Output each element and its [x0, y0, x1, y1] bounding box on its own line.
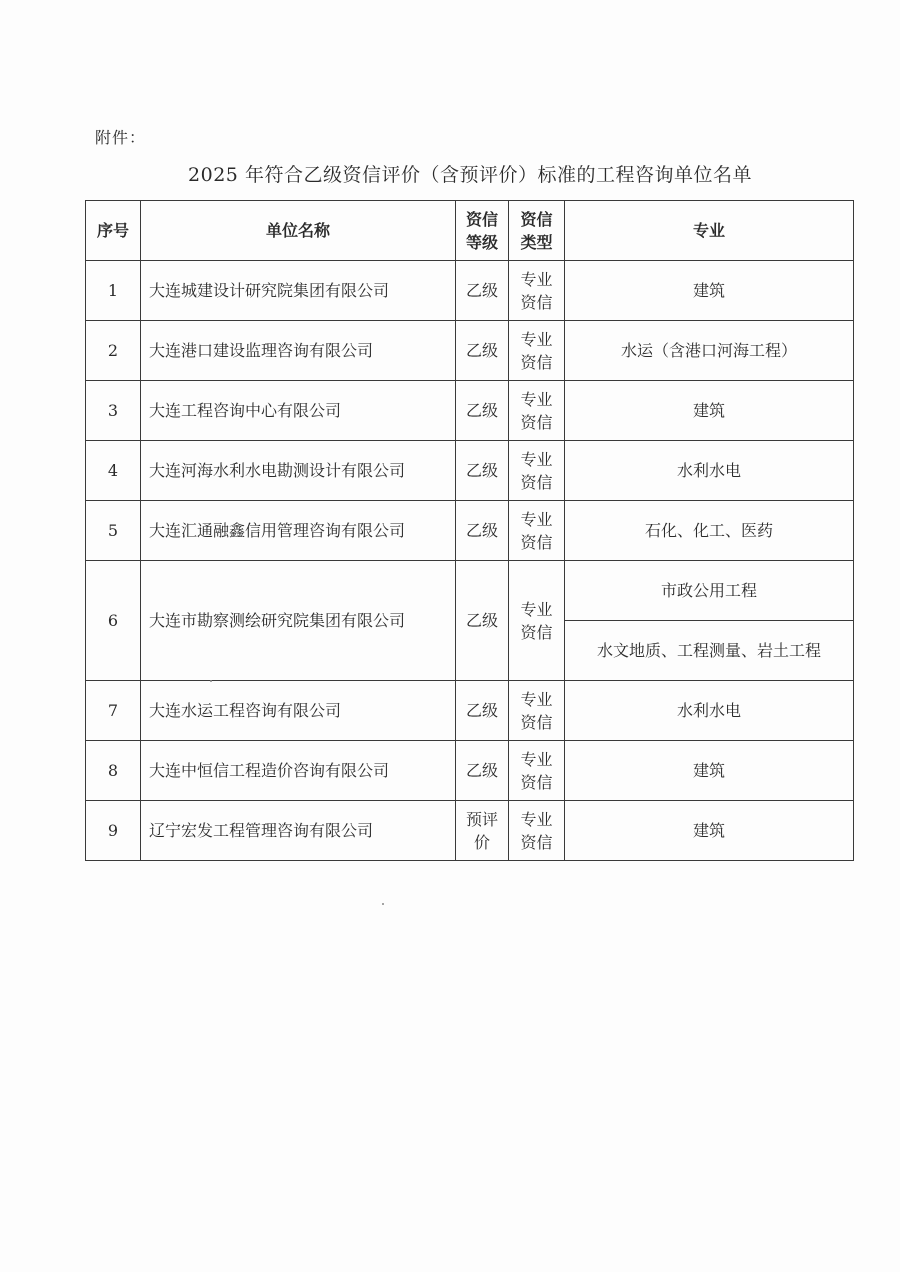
- cell-type: 专业资信: [509, 261, 565, 321]
- header-type: 资信类型: [509, 201, 565, 261]
- table-row: [86, 561, 854, 621]
- cell-grade: 乙级: [456, 321, 509, 381]
- table-row: [86, 321, 854, 381]
- cell-seq: 5: [86, 501, 141, 561]
- cell-seq: 7: [86, 681, 141, 741]
- cell-type: 专业资信: [509, 561, 565, 681]
- header-specialty: 专业: [565, 201, 854, 261]
- header-name: 单位名称: [141, 201, 456, 261]
- cell-type: 专业资信: [509, 681, 565, 741]
- scan-speck: [382, 903, 384, 905]
- cell-grade: 乙级: [456, 681, 509, 741]
- table-row: [86, 681, 854, 741]
- cell-type: 专业资信: [509, 741, 565, 801]
- cell-grade: 乙级: [456, 441, 509, 501]
- cell-unit-name: 大连市勘察测绘研究院集团有限公司: [141, 561, 456, 681]
- cell-unit-name: 大连汇通融鑫信用管理咨询有限公司: [141, 501, 456, 561]
- cell-specialty: 建筑: [565, 381, 854, 441]
- cell-seq: 9: [86, 801, 141, 861]
- qualified-units-table: [85, 200, 854, 861]
- cell-grade: 乙级: [456, 501, 509, 561]
- header-seq: 序号: [86, 201, 141, 261]
- cell-type: 专业资信: [509, 501, 565, 561]
- header-grade: 资信等级: [456, 201, 509, 261]
- cell-unit-name: 大连港口建设监理咨询有限公司: [141, 321, 456, 381]
- attachment-label: 附件：: [95, 128, 147, 147]
- cell-type: 专业资信: [509, 801, 565, 861]
- cell-unit-name: 大连城建设计研究院集团有限公司: [141, 261, 456, 321]
- cell-grade: 乙级: [456, 741, 509, 801]
- table-row: [86, 741, 854, 801]
- table-row: [86, 501, 854, 561]
- cell-seq: 1: [86, 261, 141, 321]
- cell-seq: 2: [86, 321, 141, 381]
- cell-specialty: 建筑: [565, 801, 854, 861]
- document-title: 2025 年符合乙级资信评价（含预评价）标准的工程咨询单位名单: [188, 164, 752, 186]
- scan-speck: [210, 680, 212, 682]
- cell-specialty: 市政公用工程: [565, 561, 854, 621]
- table-row: [86, 801, 854, 861]
- cell-unit-name: 大连水运工程咨询有限公司: [141, 681, 456, 741]
- cell-unit-name: 大连河海水利水电勘测设计有限公司: [141, 441, 456, 501]
- table-row: [86, 441, 854, 501]
- cell-grade: 乙级: [456, 561, 509, 681]
- cell-grade: 乙级: [456, 261, 509, 321]
- cell-specialty: 石化、化工、医药: [565, 501, 854, 561]
- table-row: [86, 261, 854, 321]
- cell-specialty: 水文地质、工程测量、岩土工程: [565, 621, 854, 681]
- table-header-row: [86, 201, 854, 261]
- cell-grade: 预评价: [456, 801, 509, 861]
- cell-unit-name: 辽宁宏发工程管理咨询有限公司: [141, 801, 456, 861]
- table-row: [86, 381, 854, 441]
- cell-type: 专业资信: [509, 381, 565, 441]
- cell-type: 专业资信: [509, 321, 565, 381]
- cell-unit-name: 大连中恒信工程造价咨询有限公司: [141, 741, 456, 801]
- cell-specialty: 水运（含港口河海工程）: [565, 321, 854, 381]
- cell-specialty: 建筑: [565, 261, 854, 321]
- cell-specialty: 水利水电: [565, 441, 854, 501]
- cell-seq: 3: [86, 381, 141, 441]
- cell-grade: 乙级: [456, 381, 509, 441]
- table-body: [86, 261, 854, 861]
- cell-seq: 8: [86, 741, 141, 801]
- cell-specialty: 建筑: [565, 741, 854, 801]
- cell-seq: 6: [86, 561, 141, 681]
- cell-type: 专业资信: [509, 441, 565, 501]
- cell-unit-name: 大连工程咨询中心有限公司: [141, 381, 456, 441]
- cell-seq: 4: [86, 441, 141, 501]
- cell-specialty: 水利水电: [565, 681, 854, 741]
